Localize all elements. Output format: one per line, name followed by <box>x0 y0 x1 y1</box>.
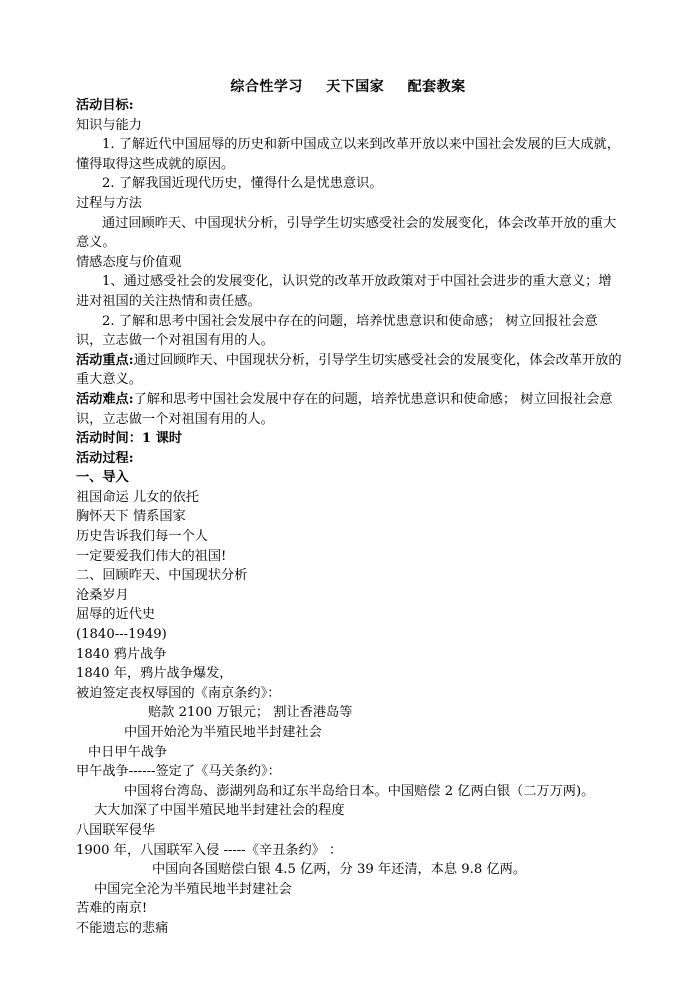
knowledge-item-1: 1. 了解近代中国屈辱的历史和新中国成立以来到改革开放以来中国社会发展的巨大成就，懂得取得这些成就的原因。 <box>76 137 620 172</box>
title-part-3: 配套教案 <box>407 79 466 95</box>
text-line: 不能遗忘的悲痛 <box>76 920 169 936</box>
text-line: 胸怀天下 情系国家 <box>76 509 186 525</box>
key-point-text: 通过回顾昨天、中国现状分析，引导学生切实感受社会的发展变化，体会改革开放的重大意义。 <box>76 352 622 388</box>
text-line: 1840 鸦片战争 <box>76 646 167 662</box>
text-line: 赔款 2100 万银元； 割让香港岛等 <box>148 705 353 721</box>
text-line: 大大加深了中国半殖民地半封建社会的程度 <box>94 803 345 819</box>
difficulty <box>76 390 624 429</box>
key-point-label: 活动重点: <box>76 352 134 368</box>
title-part-1: 综合性学习 <box>230 79 303 95</box>
text-line: 沧桑岁月 <box>76 587 129 603</box>
section-intro: 一、导入 <box>76 470 129 486</box>
key-point <box>76 351 624 390</box>
text-line: 中日甲午战争 <box>88 744 168 760</box>
process-heading: 活动过程: <box>76 450 134 466</box>
text-line: 中国开始沦为半殖民地半封建社会 <box>124 725 322 740</box>
text-line: 中国向各国赔偿白银 4.5 亿两，分 39 年还清，本息 9.8 亿两。 <box>152 862 527 878</box>
text-line: 1840 年，鸦片战争爆发， <box>76 666 233 682</box>
text-line: 中国将台湾岛、澎湖列岛和辽东半岛给日本。中国赔偿 2 亿两白银（二万万两)。 <box>124 783 595 799</box>
text-line: 一定要爱我们伟大的祖国! <box>76 548 227 564</box>
difficulty-label: 活动难点: <box>76 391 134 407</box>
text-line: 历史告诉我们每一个人 <box>76 529 208 545</box>
text-line: 被迫签定丧权辱国的《南京条约》： <box>76 685 281 701</box>
text-line: 苦难的南京! <box>76 901 148 917</box>
process-method-label: 过程与方法 <box>76 195 142 211</box>
process-method-item-1: 通过回顾昨天、中国现状分析，引导学生切实感受社会的发展变化，体会改革开放的重大意义。 <box>76 215 617 251</box>
difficulty-text: 了解和思考中国社会发展中存在的问题，培养忧患意识和使命感； 树立回报社会意识，立志做一个对祖国有用的人。 <box>76 391 613 427</box>
title-part-2: 天下国家 <box>326 79 385 95</box>
emotion-label: 情感态度与价值观 <box>76 254 182 270</box>
text-line: 八国联军侵华 <box>76 822 156 838</box>
knowledge-item-2: 2. 了解我国近现代历史，懂得什么是忧患意识。 <box>102 176 383 192</box>
text-line: 祖国命运 儿女的依托 <box>76 489 199 505</box>
text-line: (1840---1949) <box>76 627 167 643</box>
emotion-item-1: 1、通过感受社会的发展变化，认识党的改革开放政策对于中国社会进步的重大意义；增进对祖国的关注热情和责任感。 <box>76 274 612 309</box>
activity-time: 活动时间：1 课时 <box>76 431 183 447</box>
text-line: 中国完全沦为半殖民地半封建社会 <box>94 881 292 897</box>
knowledge-label: 知识与能力 <box>76 117 142 133</box>
page-title <box>0 76 696 96</box>
text-line: 甲午战争------签定了《马关条约》： <box>76 764 281 780</box>
emotion-item-2: 2. 了解和思考中国社会发展中存在的问题，培养忧患意识和使命感； 树立回报社会意识，立志做一个对祖国有用的人。 <box>76 313 598 349</box>
objectives-heading: 活动目标: <box>76 98 134 113</box>
text-line: 屈辱的近代史 <box>76 607 156 623</box>
document-body <box>76 96 624 939</box>
text-line: 1900 年，八国联军入侵 -----《辛丑条约》 ： <box>76 842 343 858</box>
section-review: 二、回顾昨天、中国现状分析 <box>76 568 248 584</box>
